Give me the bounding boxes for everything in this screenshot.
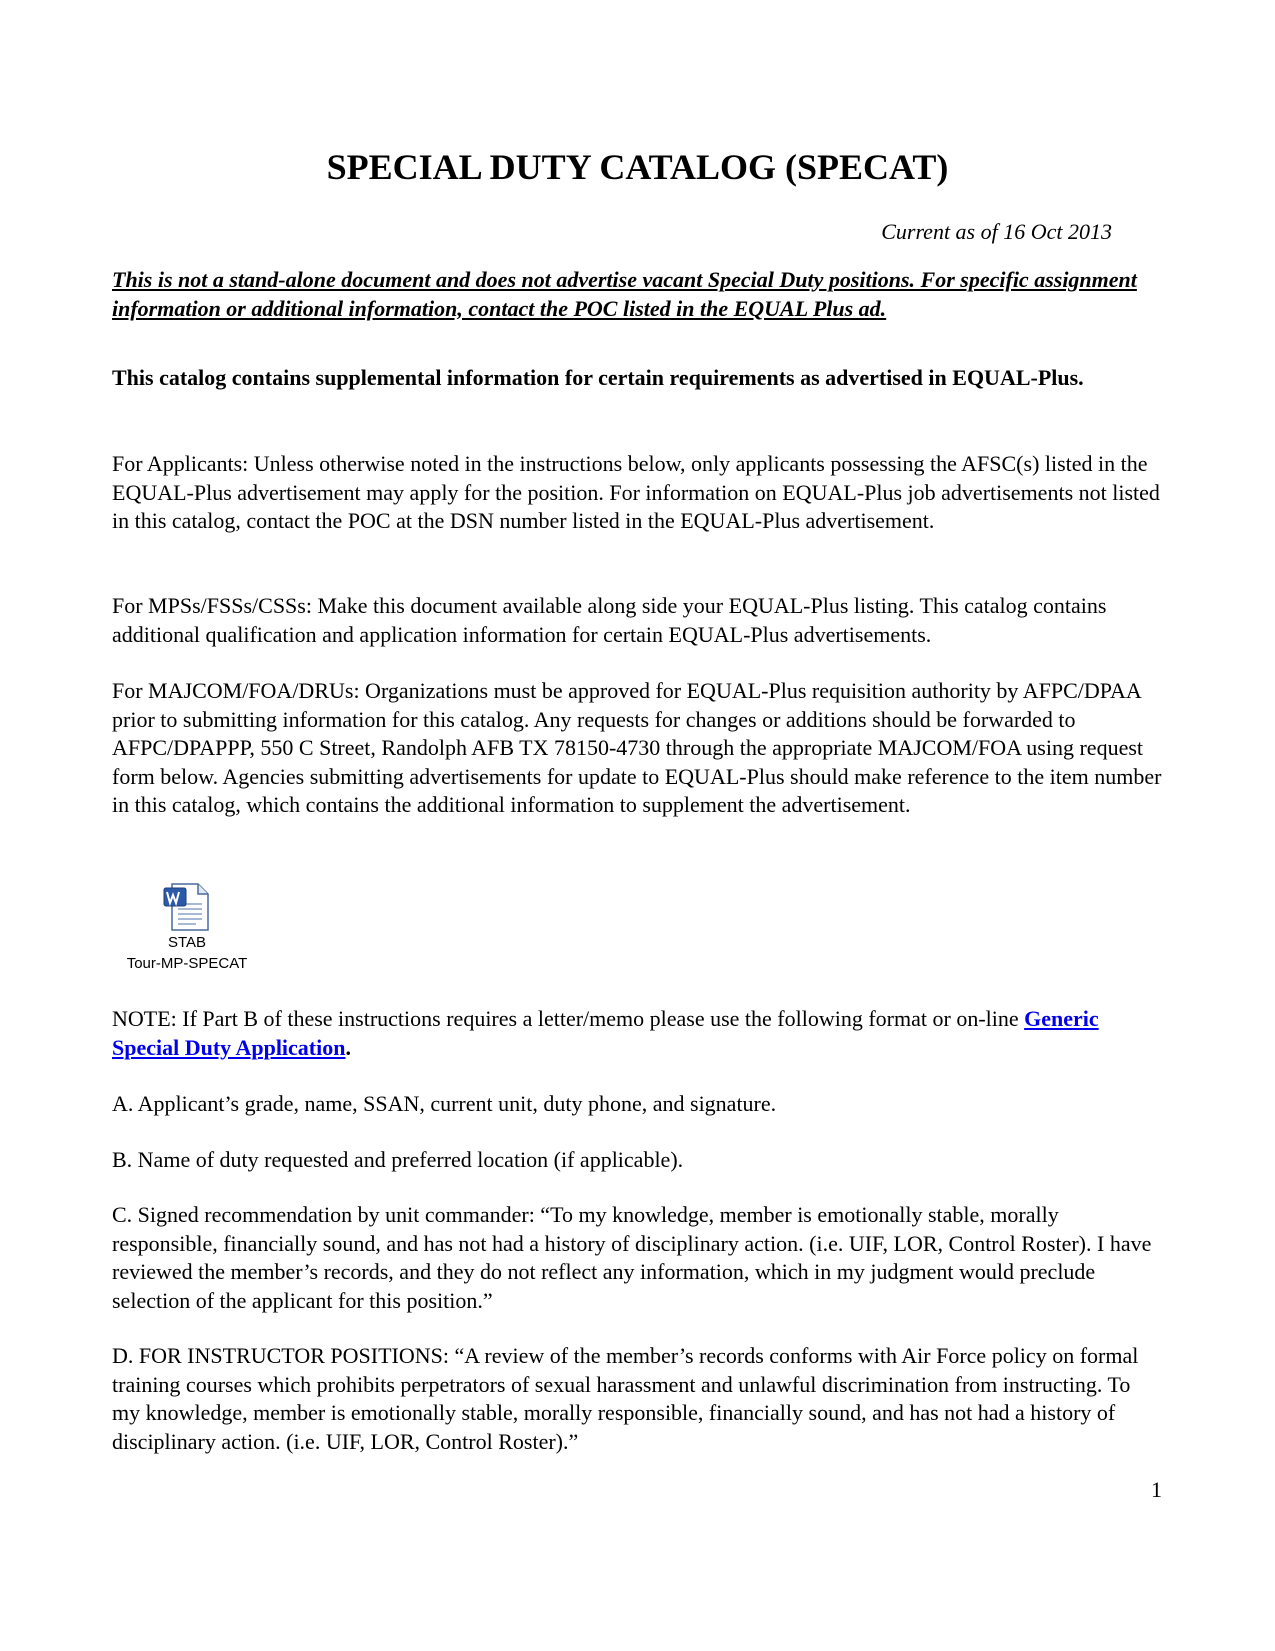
majcom-paragraph: For MAJCOM/FOA/DRUs: Organizations must be approved for EQUAL-Plus requisition authority by AFPC/DPAA prior to submitting information for this catalog. Any requests for changes or additions should be forwarded to AFPC/DPAPPP, 550 C Street, Randolph AFB TX 78150-4730 through the appropriate MAJCOM/FOA using request form below. Agencies submitting advertisements for update to EQUAL-Plus should make reference to the item number in this catalog, which contains the additional information to supplement the advertisement. xyxy=(112,678,1162,817)
item-c: C. Signed recommendation by unit commander: “To my knowledge, member is emotionally stable, morally responsible, financially sound, and has not had a history of disciplinary action. (i.e. UIF, LOR, Control Roster). I have reviewed the member’s records, and they do not reflect any information, which in my judgment would preclude selection of the applicant for this position.” xyxy=(112,1202,1152,1313)
mpss-paragraph: For MPSs/FSSs/CSSs: Make this document available along side your EQUAL-Plus listing. This catalog contains additional qualification and application information for certain EQUAL-Plus advertisements. xyxy=(112,593,1107,647)
item-b: B. Name of duty requested and preferred location (if applicable). xyxy=(112,1147,684,1172)
page-number: 1 xyxy=(1151,1477,1162,1502)
attachment-label-line2: Tour-MP-SPECAT xyxy=(126,955,248,972)
current-as-of-date: Current as of 16 Oct 2013 xyxy=(881,219,1112,244)
item-a: A. Applicant’s grade, name, SSAN, current unit, duty phone, and signature. xyxy=(112,1091,777,1116)
note-text: NOTE: If Part B of these instructions requires a letter/memo please use the following format or on-line xyxy=(112,1006,1025,1031)
disclaimer-text: This is not a stand-alone document and does not advertise vacant Special Duty positions. For specific assignment information or additional information, contact the POC listed in the EQUAL Plus ad. xyxy=(112,267,1137,321)
word-document-icon xyxy=(162,880,212,932)
embedded-attachment[interactable] xyxy=(112,880,262,974)
intro-text: This catalog contains supplemental information for certain requirements as advertised in EQUAL-Plus. xyxy=(112,365,1084,390)
note-paragraph xyxy=(112,1005,1162,1062)
applicants-paragraph: For Applicants: Unless otherwise noted in the instructions below, only applicants possessing the AFSC(s) listed in the EQUAL-Plus advertisement may apply for the position. For information on EQUAL-Plus job advertisements not listed in this catalog, contact the POC at the DSN number listed in the EQUAL-Plus advertisement. xyxy=(112,451,1160,533)
generic-special-duty-application-link[interactable]: Generic Special Duty Application xyxy=(112,1006,1099,1060)
attachment-label-line1: STAB xyxy=(167,934,207,951)
page-title: SPECIAL DUTY CATALOG (SPECAT) xyxy=(326,147,949,187)
note-period: . xyxy=(345,1034,351,1060)
item-d: D. FOR INSTRUCTOR POSITIONS: “A review of the member’s records conforms with Air Force policy on formal training courses which prohibits perpetrators of sexual harassment and unlawful discrimination from instructing. To my knowledge, member is emotionally stable, morally responsible, financially sound, and has not had a history of disciplinary action. (i.e. UIF, LOR, Control Roster).” xyxy=(112,1343,1139,1454)
